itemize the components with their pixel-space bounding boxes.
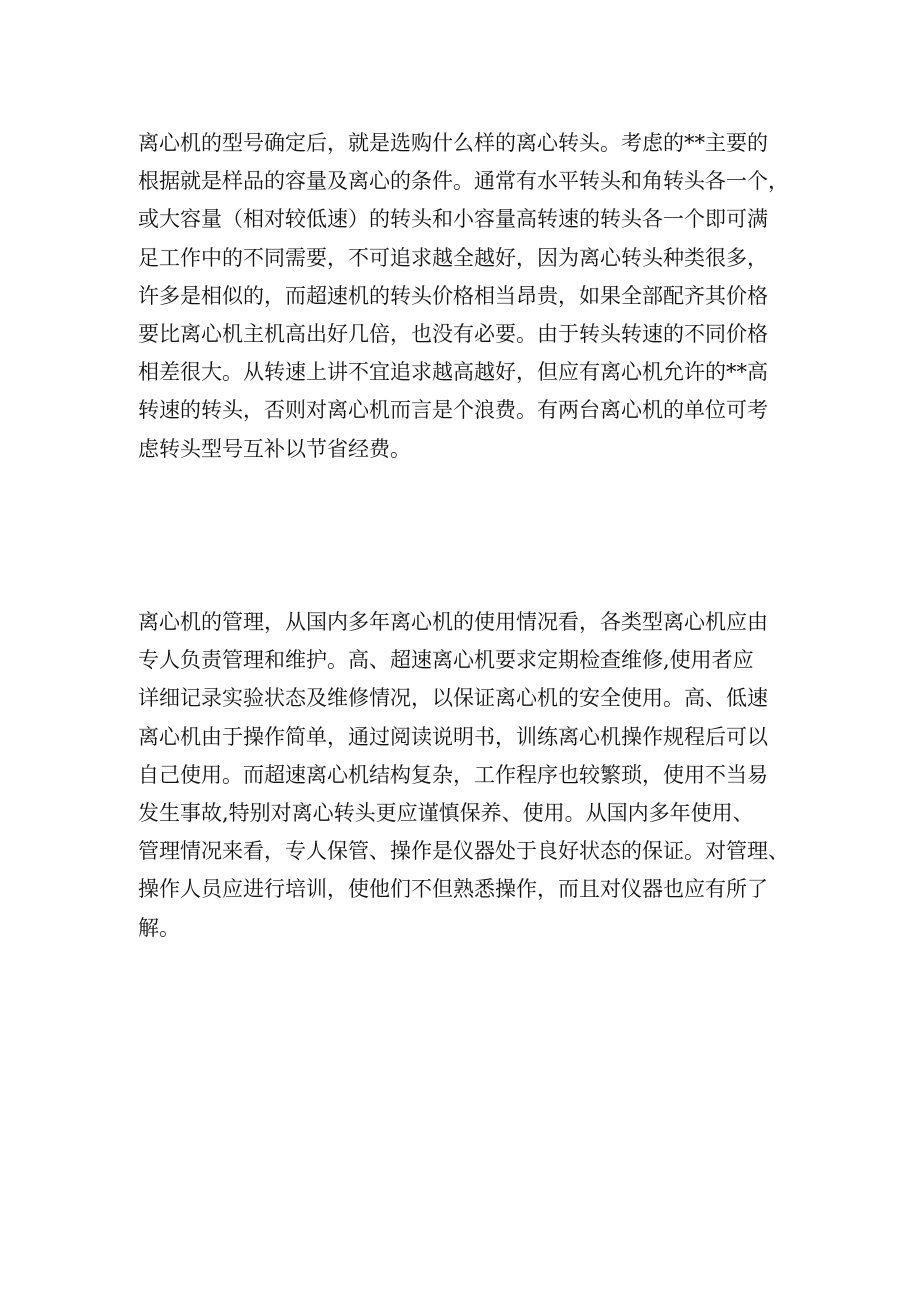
text-line: 管理情况来看，专人保管、操作是仪器处于良好状态的保证。对管理、 xyxy=(138,839,789,864)
text-line: 详细记录实验状态及维修情况，以保证离心机的安全使用。高、低速 xyxy=(138,686,768,711)
paragraph-centrifuge-management xyxy=(138,603,818,947)
text-line: 专人负责管理和维护。高、超速离心机要求定期检查维修,使用者应 xyxy=(138,648,754,673)
text-line: 虑转头型号互补以节省经费。 xyxy=(138,436,411,461)
text-line: 离心机的管理，从国内多年离心机的使用情况看，各类型离心机应由 xyxy=(138,610,768,634)
text-line: 或大容量（相对较低速）的转头和小容量高转速的转头各一个即可满 xyxy=(138,207,768,232)
text-line: 发生事故,特别对离心转头更应谨慎保养、使用。从国内多年使用、 xyxy=(138,800,754,825)
text-line: 离心机的型号确定后，就是选购什么样的离心转头。考虑的**主要的 xyxy=(138,131,768,155)
text-line: 根据就是样品的容量及离心的条件。通常有水平转头和角转头各一个， xyxy=(138,169,789,194)
text-line: 要比离心机主机高出好几倍，也没有必要。由于转头转速的不同价格 xyxy=(138,321,768,346)
paragraph-rotor-selection xyxy=(138,124,818,468)
text-line: 转速的转头，否则对离心机而言是个浪费。有两台离心机的单位可考 xyxy=(138,398,768,423)
text-line: 自己使用。而超速离心机结构复杂，工作程序也较繁琐，使用不当易 xyxy=(138,762,768,787)
text-line: 许多是相似的，而超速机的转头价格相当昂贵，如果全部配齐其价格 xyxy=(138,283,768,308)
text-line: 离心机由于操作简单，通过阅读说明书，训练离心机操作规程后可以 xyxy=(138,724,768,749)
text-line: 相差很大。从转速上讲不宜追求越高越好，但应有离心机允许的**高 xyxy=(138,360,768,385)
text-line: 足工作中的不同需要，不可追求越全越好，因为离心转头种类很多， xyxy=(138,245,768,270)
text-line: 操作人员应进行培训，使他们不但熟悉操作，而且对仪器也应有所了 xyxy=(138,877,768,902)
text-line: 解。 xyxy=(138,915,180,940)
